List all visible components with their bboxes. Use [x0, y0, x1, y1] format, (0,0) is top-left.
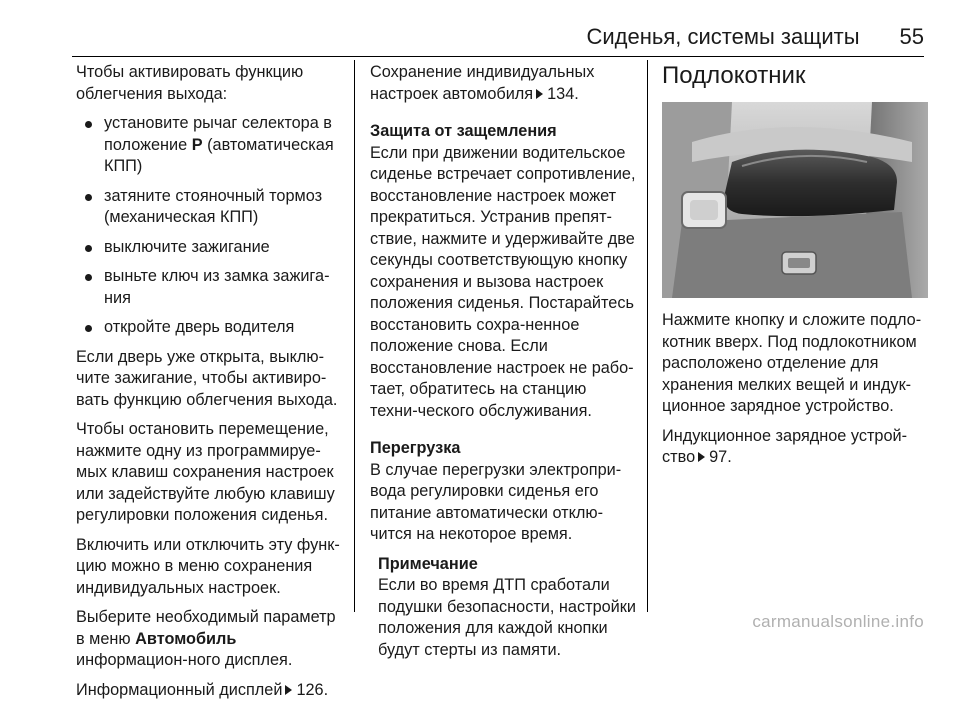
paragraph: Включить или отключить эту функ-цию можно в меню сохранения индивидуальных настроек.	[76, 535, 340, 597]
paragraph: Чтобы остановить перемещение, нажмите одну из программируе-мых клавиш сохранения настроек или задействуйте любую клавишу регулировки положения сиденья.	[76, 420, 335, 524]
page-reference-icon	[698, 452, 705, 462]
page-reference[interactable]: 126.	[296, 680, 329, 699]
paragraph: Сохранение индивидуальных настроек автомобиля 134.	[370, 63, 595, 103]
bullet-icon	[85, 245, 92, 252]
list-item: выключите зажигание	[76, 237, 342, 259]
column-3	[662, 62, 928, 477]
section-title: Сиденья, системы защиты	[586, 24, 860, 49]
bullet-icon	[85, 274, 92, 281]
list-item: установите рычаг селектора в положение P (автоматическая КПП)	[76, 113, 342, 178]
note-block	[370, 554, 636, 662]
page-number: 55	[899, 24, 924, 49]
paragraph: Если при движении водительское сиденье встречает сопротивление, восстановление настроек может прекратиться. Устранив препят-ствие, нажмите и удерживайте две секунды соответствующую кнопку сохранения и вызова настроек положения сиденья. Постарайтесь восстановить сохра-ненное положение снова. Если восстановление настроек не рабо-тает, обратитесь на станцию техни-ческого обслуживания.	[370, 143, 636, 420]
paragraph: Если дверь уже открыта, выклю-чите зажигание, чтобы активиро-вать функцию облегчения выхода.	[76, 347, 338, 409]
list-item: затяните стояночный тормоз (механическая КПП)	[76, 186, 342, 229]
list-item: откройте дверь водителя	[76, 317, 342, 339]
subheading: Защита от защемления	[370, 122, 557, 140]
subheading: Перегрузка	[370, 439, 461, 457]
column-2	[370, 62, 636, 669]
paragraph: Индукционное зарядное устрой-ство 97.	[662, 426, 908, 466]
paragraph: Информационный дисплей 126.	[76, 680, 329, 699]
bullet-icon	[85, 194, 92, 201]
paragraph: Нажмите кнопку и сложите подло-котник вверх. Под подлокотником расположено отделение для хранения мелких вещей и индук-ционное зарядное устройство.	[662, 311, 922, 415]
page-reference-icon	[536, 89, 543, 99]
header-rule	[72, 56, 924, 57]
column-1	[76, 62, 342, 709]
watermark: carmanualsonline.info	[752, 612, 924, 631]
armrest-photo	[662, 102, 928, 298]
list-item: выньте ключ из замка зажига-ния	[76, 266, 342, 309]
page-reference[interactable]: 134.	[547, 84, 579, 103]
paragraph: В случае перегрузки электропри-вода регулировки сиденья его питание автоматически отклю-чится на некоторое время.	[370, 460, 622, 543]
steps-list	[76, 113, 342, 339]
section-heading: Подлокотник	[662, 62, 806, 89]
paragraph: Выберите необходимый параметр в меню Автомобиль информацион-ного дисплея.	[76, 608, 336, 669]
bullet-icon	[85, 325, 92, 332]
note-title: Примечание	[378, 554, 478, 573]
bullet-icon	[85, 121, 92, 128]
page-reference[interactable]: 97.	[709, 448, 732, 466]
column-divider-1	[354, 60, 355, 612]
page-header	[0, 24, 924, 50]
note-text: Если во время ДТП сработали подушки безопасности, настройки положения для каждой кнопки будут стерты из памяти.	[378, 576, 636, 659]
column-divider-2	[647, 60, 648, 612]
intro-text: Чтобы активировать функцию облегчения выхода:	[76, 63, 304, 103]
page-reference-icon	[285, 685, 292, 695]
